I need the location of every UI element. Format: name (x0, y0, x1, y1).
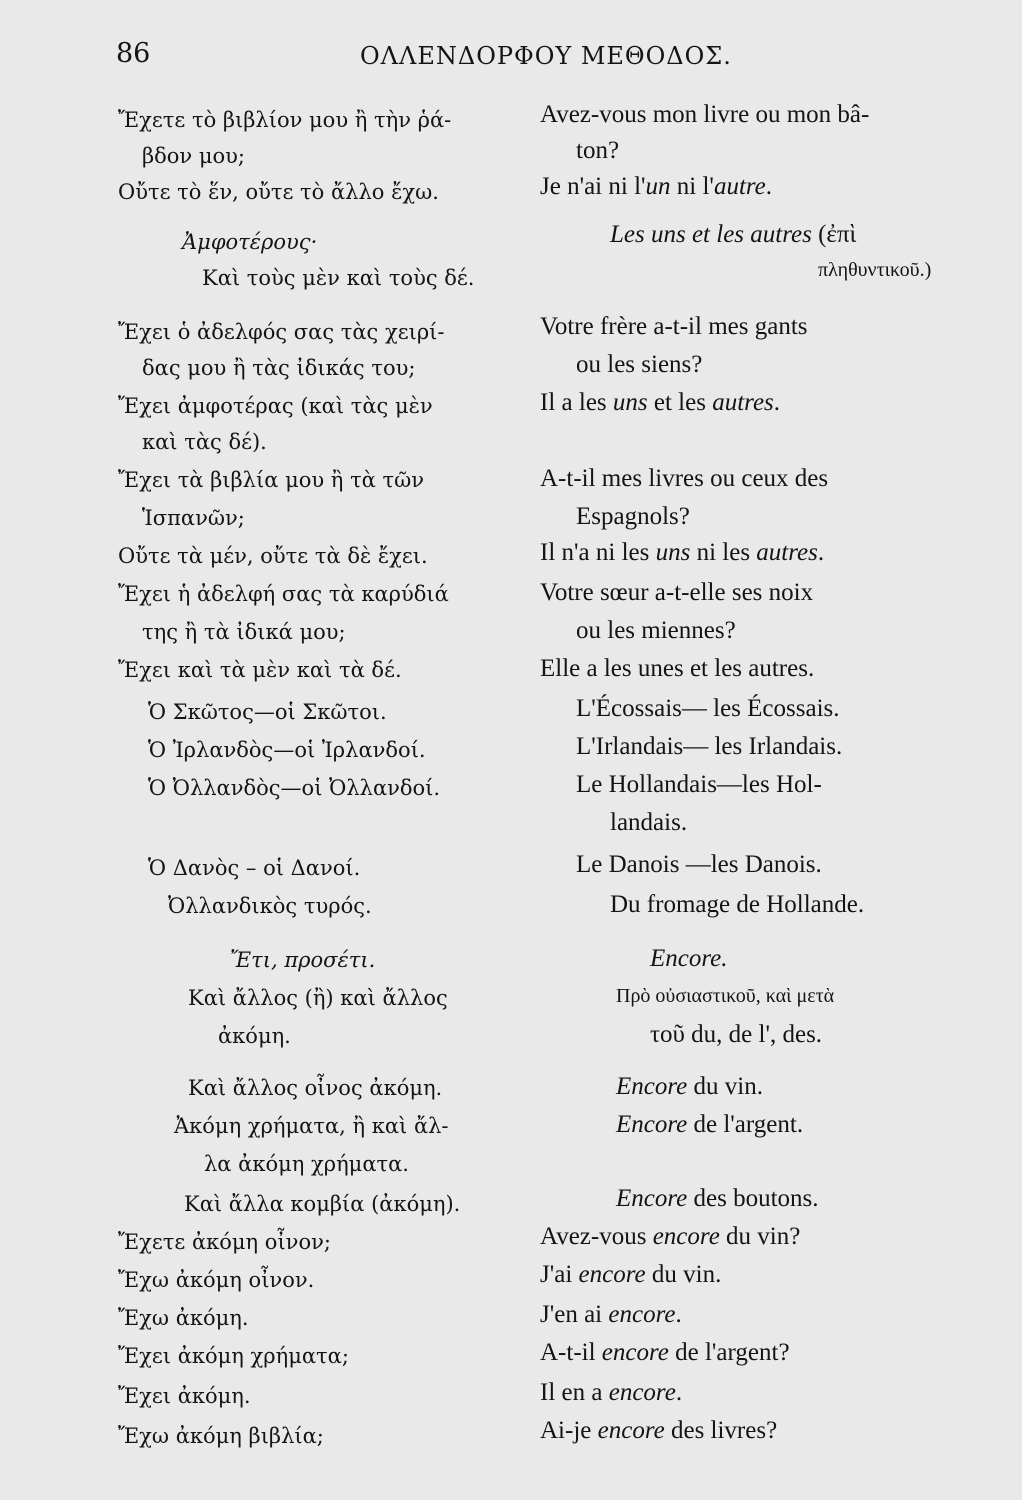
text-fragment: . (675, 1379, 683, 1406)
french-line (540, 1340, 790, 1365)
greek-line: δας μου ἢ τὰς ἰδικάς του; (142, 356, 416, 380)
greek-line: Οὔτε τὸ ἕν, οὔτε τὸ ἄλλο ἔχω. (118, 180, 439, 204)
french-line (540, 1418, 777, 1443)
french-line (540, 1262, 721, 1287)
greek-line: βδον μου; (142, 144, 246, 168)
text-fragment: ou les siens? (576, 351, 703, 378)
text-fragment: L'Écossais— les Écossais. (576, 695, 840, 722)
greek-line: Ὁ Ὀλλανδὸς—οἱ Ὀλλανδοί. (148, 776, 441, 800)
running-title: ΟΛΛΕΝΔΟΡΦΟΥ ΜΕΘΟΔΟΣ. (360, 42, 732, 70)
italic-text: un (645, 173, 671, 200)
italic-text: encore (597, 1417, 665, 1444)
text-fragment: Il en a (540, 1379, 609, 1406)
italic-text: encore (578, 1261, 646, 1288)
greek-line: Καὶ ἄλλος οἶνος ἀκόμη. (188, 1076, 443, 1100)
text-fragment: de l'argent. (687, 1111, 804, 1138)
french-line (576, 734, 842, 759)
text-fragment: Votre frère a-t-il mes gants (540, 313, 808, 340)
text-fragment: Le Hollandais—les Hol- (576, 771, 822, 798)
greek-line: Ἔχει ἀκόμη. (118, 1384, 251, 1408)
french-line (818, 260, 931, 280)
text-fragment: L'Irlandais— les Irlandais. (576, 733, 843, 760)
italic-text: autres (712, 389, 774, 416)
text-fragment: . (773, 389, 781, 416)
text-fragment: τοῦ du, de l', des. (650, 1021, 823, 1048)
french-line (576, 504, 690, 529)
text-fragment: J'en ai (540, 1301, 609, 1328)
italic-text: autres (756, 539, 818, 566)
text-fragment: du vin? (719, 1223, 801, 1250)
text-fragment: des livres? (664, 1417, 778, 1444)
greek-line: Ἔχω ἀκόμη. (118, 1306, 249, 1330)
italic-text: Les uns et les autres (610, 221, 812, 248)
greek-line: Καὶ τοὺς μὲν καὶ τοὺς δέ. (202, 266, 475, 290)
text-fragment: landais. (610, 809, 688, 836)
text-fragment: Votre sœur a-t-elle ses noix (540, 579, 814, 606)
text-fragment: ou les miennes? (576, 617, 736, 644)
greek-line: Ἔχει ἀμφοτέρας (καὶ τὰς μὲν (118, 394, 433, 418)
text-fragment: Le Danois —les Danois. (576, 851, 822, 878)
text-fragment: Du fromage de Hollande. (610, 891, 865, 918)
french-line (576, 138, 619, 163)
page-number: 86 (116, 38, 151, 69)
greek-line: Ἔχω ἀκόμη βιβλία; (118, 1424, 324, 1448)
french-line (540, 102, 869, 127)
italic-text: encore (608, 1301, 676, 1328)
text-fragment: des boutons. (687, 1185, 819, 1212)
italic-text: uns (612, 389, 648, 416)
text-fragment: ton? (576, 137, 620, 164)
french-line (540, 580, 813, 605)
text-fragment: du vin. (687, 1073, 763, 1100)
text-fragment: (ἐπὶ (811, 221, 857, 248)
greek-line: Ἔχει ἡ ἀδελφή σας τὰ καρύδιά (118, 582, 449, 606)
italic-text: Encore (616, 1111, 688, 1138)
french-line (576, 852, 822, 877)
french-line (616, 986, 834, 1006)
french-line (540, 1224, 800, 1249)
greek-line: Ἔχει ἀκόμη χρήματα; (118, 1344, 349, 1368)
greek-line: ἀκόμη. (218, 1024, 291, 1048)
italic-text: encore (601, 1339, 669, 1366)
french-line (576, 352, 702, 377)
french-line (610, 810, 687, 835)
french-line (540, 656, 814, 681)
greek-line: Ἔχετε τὸ βιβλίον μου ἢ τὴν ῥά- (118, 108, 452, 132)
greek-line: καὶ τὰς δέ). (142, 430, 267, 454)
french-line (610, 222, 856, 247)
greek-line: Ἔχω ἀκόμη οἶνον. (118, 1268, 315, 1292)
greek-line: Καὶ ἄλλος (ἢ) καὶ ἄλλος (188, 986, 448, 1010)
french-line (540, 466, 828, 491)
french-line (650, 946, 728, 971)
greek-line: Ἀκόμη χρήματα, ἢ καὶ ἄλ- (174, 1114, 449, 1138)
greek-line: Ὁ Ἰρλανδὸς—οἱ Ἰρλανδοί. (148, 738, 426, 762)
greek-line: της ἢ τὰ ἰδικά μου; (142, 620, 346, 644)
text-fragment: Espagnols? (576, 503, 690, 530)
french-line (576, 618, 736, 643)
text-fragment: ni l' (670, 173, 714, 200)
greek-line: Ἀμφοτέρους· (182, 230, 318, 254)
french-line (540, 390, 780, 415)
french-line (540, 1302, 682, 1327)
french-line (650, 1022, 822, 1047)
greek-line: Ἔχει τὰ βιβλία μου ἢ τὰ τῶν (118, 468, 425, 492)
text-fragment: J'ai (540, 1261, 579, 1288)
text-fragment: Elle a les unes et les autres. (540, 655, 815, 682)
italic-text: encore (652, 1223, 720, 1250)
text-fragment: A-t-il mes livres ou ceux des (540, 465, 829, 492)
italic-text: encore (608, 1379, 676, 1406)
greek-line: Ἔχει καὶ τὰ μὲν καὶ τὰ δέ. (118, 658, 402, 682)
text-fragment: ni les (690, 539, 757, 566)
italic-text: uns (655, 539, 691, 566)
french-line (576, 772, 822, 797)
french-line (540, 174, 772, 199)
greek-line: Καὶ ἄλλα κομβία (ἀκόμη). (184, 1192, 461, 1216)
text-fragment: . (675, 1301, 682, 1328)
greek-line: λα ἀκόμη χρήματα. (204, 1152, 409, 1176)
greek-line: Ἔτι, προσέτι. (230, 948, 376, 972)
text-fragment: πληθυντικοῦ.) (818, 259, 932, 281)
text-fragment: et les (647, 389, 713, 416)
text-fragment: . (817, 539, 825, 566)
greek-line: Ὀλλανδικὸς τυρός. (168, 894, 372, 918)
french-line (616, 1074, 763, 1099)
italic-text: Encore (616, 1073, 688, 1100)
greek-line: Οὔτε τὰ μέν, οὔτε τὰ δὲ ἔχει. (118, 544, 428, 568)
french-line (540, 540, 824, 565)
text-fragment: Il a les (540, 389, 613, 416)
text-fragment: de l'argent? (668, 1339, 790, 1366)
text-fragment: A-t-il (540, 1339, 602, 1366)
italic-text: autre (713, 173, 766, 200)
page-header (0, 38, 1022, 78)
french-line (540, 1380, 682, 1405)
italic-text: Encore. (650, 945, 728, 972)
text-fragment: . (765, 173, 773, 200)
text-fragment: Il n'a ni les (540, 539, 656, 566)
french-line (616, 1112, 803, 1137)
greek-line: Ἔχετε ἀκόμη οἶνον; (118, 1230, 331, 1254)
french-line (540, 314, 808, 339)
greek-line: Ὁ Σκῶτος—οἱ Σκῶτοι. (148, 700, 387, 724)
text-fragment: Avez-vous (540, 1223, 653, 1250)
italic-text: Encore (616, 1185, 688, 1212)
text-fragment: Ai-je (540, 1417, 598, 1444)
greek-line: Ἱσπανῶν; (142, 506, 245, 530)
french-line (616, 1186, 819, 1211)
text-fragment: Avez-vous mon livre ou mon bâ- (540, 101, 870, 128)
greek-line: Ὁ Δανὸς – οἱ Δανοί. (148, 856, 361, 880)
text-fragment: Je n'ai ni l' (540, 173, 646, 200)
greek-line: Ἔχει ὁ ἀδελφός σας τὰς χειρί- (118, 320, 445, 344)
french-line (576, 696, 840, 721)
french-line (610, 892, 864, 917)
text-fragment: Πρὸ οὐσιαστικοῦ, καὶ μετὰ (616, 985, 835, 1007)
text-fragment: du vin. (645, 1261, 722, 1288)
